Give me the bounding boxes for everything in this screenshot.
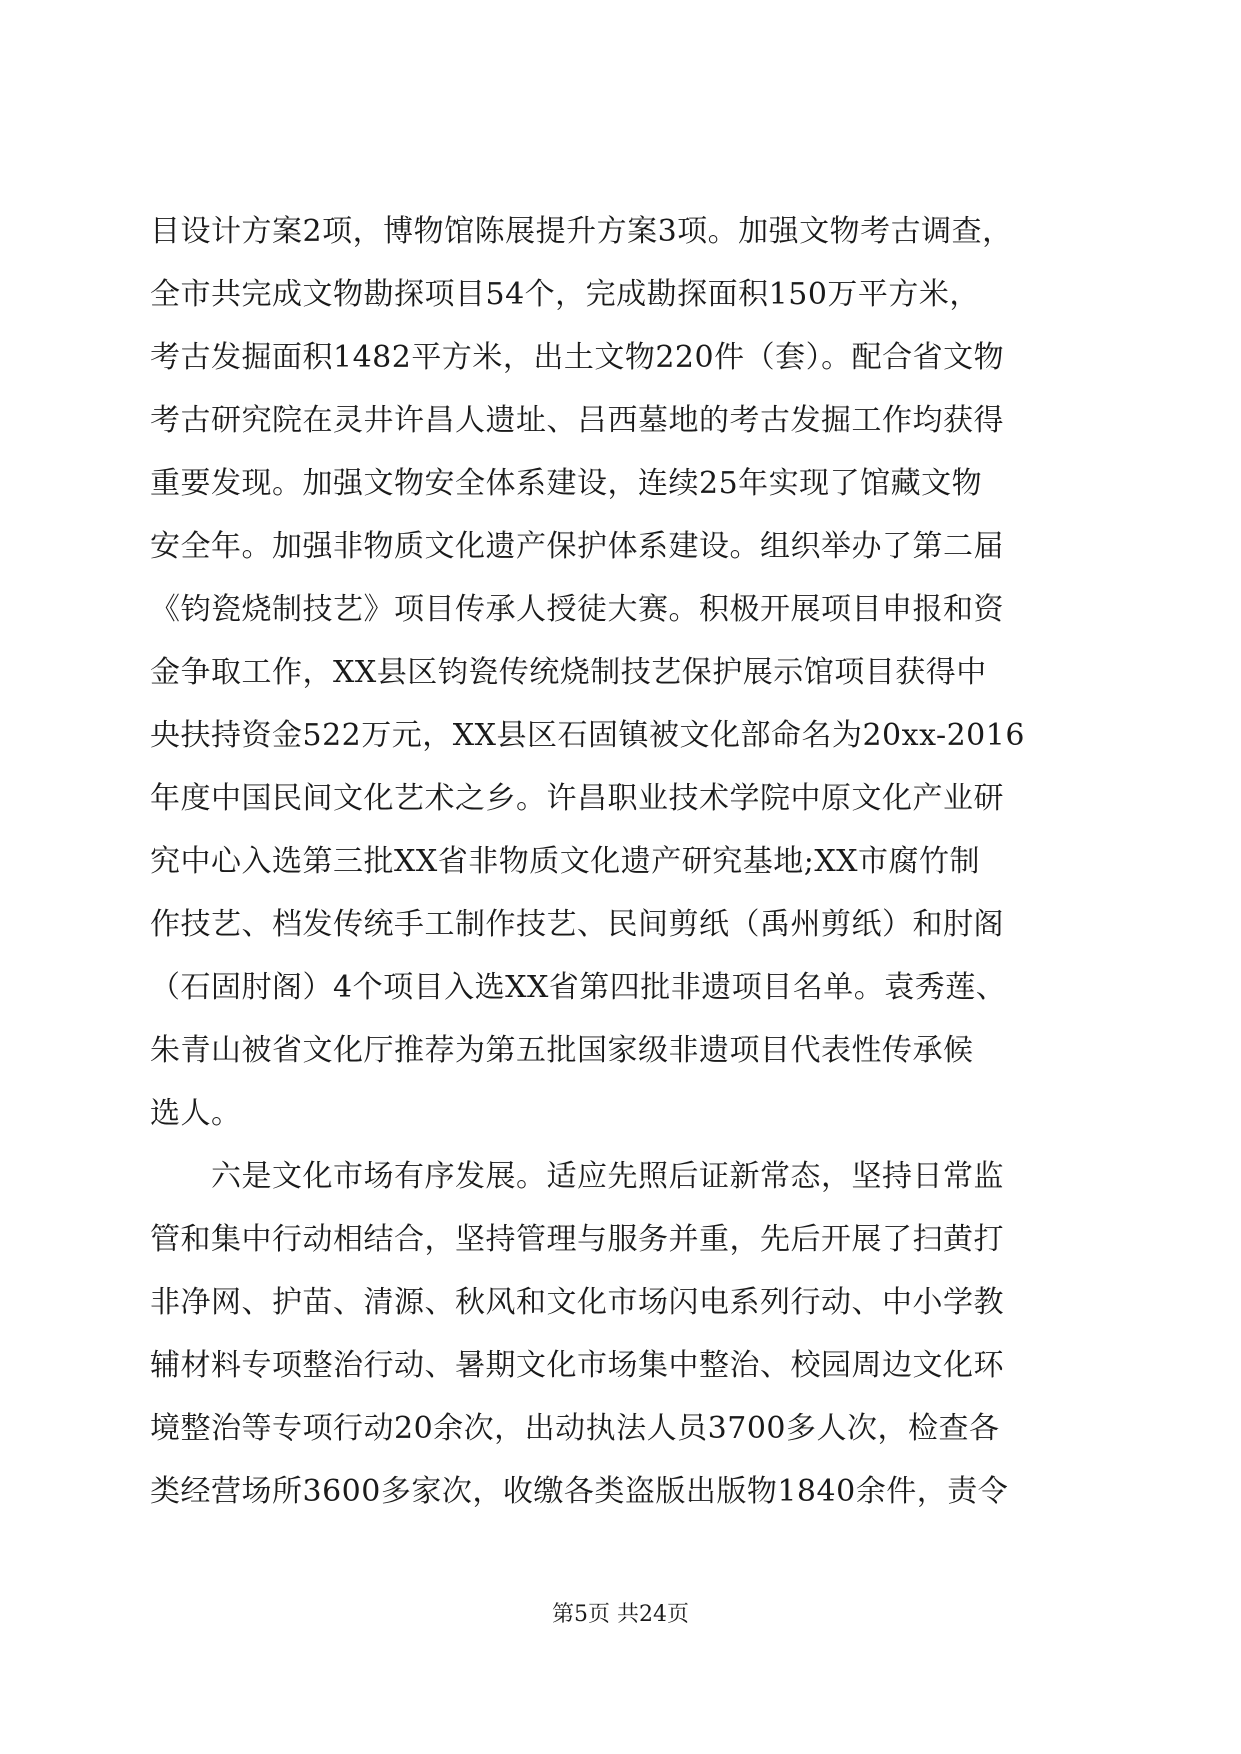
text-line: （石固肘阁）4个项目入选XX省第四批非遗项目名单。袁秀莲、 <box>150 970 1007 1005</box>
text-line: 全市共完成文物勘探项目54个，完成勘探面积150万平方米， <box>150 277 980 312</box>
text-line: 《钧瓷烧制技艺》项目传承人授徒大赛。积极开展项目申报和资 <box>150 592 1004 627</box>
text-line: 类经营场所3600多家次，收缴各类盗版出版物1840余件，责令 <box>150 1474 1009 1509</box>
text-line: 管和集中行动相结合，坚持管理与服务并重，先后开展了扫黄打 <box>150 1222 1004 1257</box>
text-line: 重要发现。加强文物安全体系建设，连续25年实现了馆藏文物 <box>150 466 983 501</box>
text-line: 究中心入选第三批XX省非物质文化遗产研究基地;XX市腐竹制 <box>150 844 981 879</box>
text-line: 辅材料专项整治行动、暑期文化市场集中整治、校园周边文化环 <box>150 1348 1004 1383</box>
text-line: 安全年。加强非物质文化遗产保护体系建设。组织举办了第二届 <box>150 529 1004 564</box>
body-text <box>150 200 1090 1523</box>
text-line: 央扶持资金522万元，XX县区石固镇被文化部命名为20xx-2016 <box>150 718 1025 753</box>
text-line: 非净网、护苗、清源、秋风和文化市场闪电系列行动、中小学教 <box>150 1285 1004 1320</box>
text-line: 六是文化市场有序发展。适应先照后证新常态，坚持日常监 <box>150 1159 1004 1194</box>
text-line: 选人。 <box>150 1096 242 1131</box>
text-line: 朱青山被省文化厅推荐为第五批国家级非遗项目代表性传承候 <box>150 1033 974 1068</box>
text-line: 考古研究院在灵井许昌人遗址、吕西墓地的考古发掘工作均获得 <box>150 403 1004 438</box>
text-line: 考古发掘面积1482平方米，出土文物220件（套）。配合省文物 <box>150 340 1005 375</box>
page-number-footer: 第5页 共24页 <box>552 1602 689 1627</box>
text-line: 目设计方案2项，博物馆陈展提升方案3项。加强文物考古调查， <box>150 214 1013 249</box>
text-line: 金争取工作，XX县区钧瓷传统烧制技艺保护展示馆项目获得中 <box>150 655 987 690</box>
text-line: 境整治等专项行动20余次，出动执法人员3700多人次，检查各 <box>150 1411 1000 1446</box>
text-line: 作技艺、档发传统手工制作技艺、民间剪纸（禹州剪纸）和肘阁 <box>150 907 1004 942</box>
text-line: 年度中国民间文化艺术之乡。许昌职业技术学院中原文化产业研 <box>150 781 1004 816</box>
